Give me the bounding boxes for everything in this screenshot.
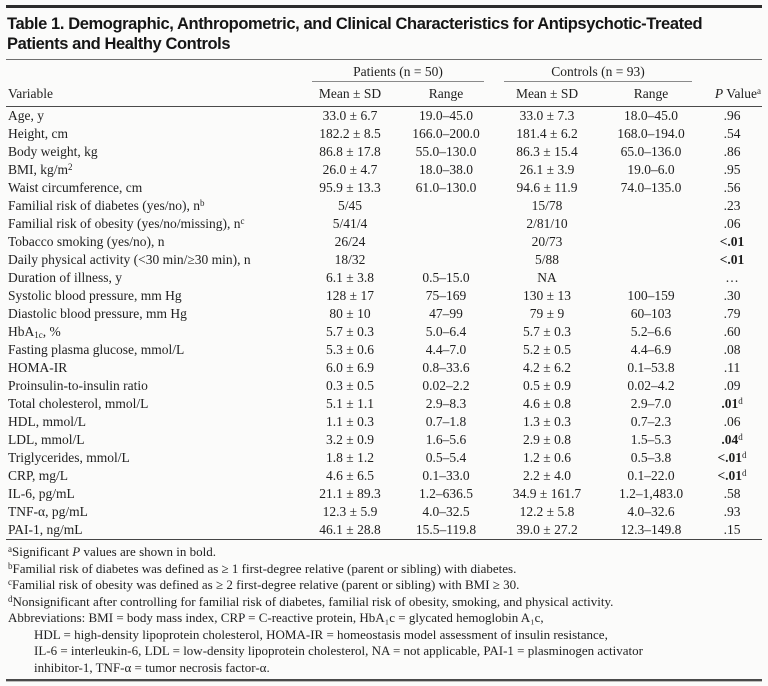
cell-controls-range: 4.0–32.6 xyxy=(627,504,675,519)
cell-controls-range xyxy=(600,269,702,287)
row-variable: Familial risk of diabetes (yes/no), $n^b$ xyxy=(8,198,205,213)
cell-controls-mean: 5/88 xyxy=(535,252,560,267)
cell-controls-range: 2.9–7.0 xyxy=(630,396,672,411)
cell-patients-range: 15.5–119.8 xyxy=(398,521,494,540)
cell-controls-mean: 181.4 ± 6.2 xyxy=(516,126,578,141)
column-header-controls-mean-sd: Mean ± SD xyxy=(494,82,600,107)
row-variable: HbA$_{1c}$, % xyxy=(8,324,61,340)
table-row xyxy=(6,287,762,305)
table-row xyxy=(6,485,762,503)
cell-patients-range: 0.7–1.8 xyxy=(425,414,467,429)
cell-p-value: <.01 xyxy=(719,252,745,267)
cell-patients-range: 4.0–32.5 xyxy=(422,504,470,519)
cell-controls-mean: 5.2 ± 0.5 xyxy=(523,342,571,357)
cell-patients-range: 2.9–8.3 xyxy=(425,396,467,411)
cell-controls-range: 19.0–6.0 xyxy=(627,162,675,177)
table-row xyxy=(6,179,762,197)
cell-controls-mean: 26.1 ± 3.9 xyxy=(519,162,575,177)
abbreviations-line-1: Abbreviations: BMI = body mass index, CRP = C-reactive protein, HbA₁c = glycated hemoglobin A₁c, xyxy=(8,610,544,625)
cell-controls-mean: 12.2 ± 5.8 xyxy=(519,504,575,519)
cell-patients-mean: 128 ± 17 xyxy=(326,288,374,303)
column-header-row xyxy=(6,82,762,107)
cell-patients-range: 18.0–38.0 xyxy=(419,162,473,177)
cell-controls-mean: 1.3 ± 0.3 xyxy=(523,414,571,429)
cell-p-value: <.01$^d$ xyxy=(717,450,747,465)
table-row xyxy=(6,449,762,467)
group-header-spacer xyxy=(702,60,762,82)
table-header xyxy=(6,60,762,107)
cell-patients-range xyxy=(398,251,494,269)
cell-p-value: .58 xyxy=(723,486,741,501)
cell-p-value: .09 xyxy=(723,378,741,393)
cell-patients-range xyxy=(398,233,494,251)
cell-p-value: .79 xyxy=(723,306,741,321)
cell-patients-mean: 5.1 ± 1.1 xyxy=(326,396,374,411)
cell-controls-mean: 79 ± 9 xyxy=(529,306,565,321)
cell-controls-range: 0.1–53.8 xyxy=(627,360,675,375)
cell-patients-mean: 12.3 ± 5.9 xyxy=(322,504,378,519)
table-row xyxy=(6,197,762,215)
cell-controls-mean: 2/81/10 xyxy=(526,216,568,231)
cell-controls-range: 0.5–3.8 xyxy=(630,450,672,465)
cell-patients-range: 0.5–5.4 xyxy=(425,450,467,465)
cell-patients-mean: 6.0 ± 6.9 xyxy=(326,360,374,375)
cell-patients-mean: 95.9 ± 13.3 xyxy=(319,180,381,195)
row-variable: Height, cm xyxy=(8,126,68,141)
footnote-a: $^a$Significant P values are shown in bold. xyxy=(8,544,217,559)
cell-patients-mean: 3.2 ± 0.9 xyxy=(326,432,374,447)
row-variable: Daily physical activity (<30 min/≥30 min), n xyxy=(8,252,251,267)
controls-group-label: Controls (n = 93) xyxy=(551,64,645,79)
cell-controls-range: 0.1–22.0 xyxy=(627,468,675,483)
cell-controls-mean: 86.3 ± 15.4 xyxy=(516,144,578,159)
cell-controls-range: 0.7–2.3 xyxy=(630,414,672,429)
table-row xyxy=(6,305,762,323)
cell-controls-range: 5.2–6.6 xyxy=(630,324,672,339)
cell-p-value: .06 xyxy=(723,216,741,231)
row-variable: Waist circumference, cm xyxy=(8,180,143,195)
cell-controls-range: 1.5–5.3 xyxy=(630,432,672,447)
cell-controls-mean: 2.2 ± 4.0 xyxy=(523,468,571,483)
cell-patients-mean: 5.7 ± 0.3 xyxy=(326,324,374,339)
cell-patients-range: 0.1–33.0 xyxy=(422,468,470,483)
cell-patients-mean: 5.3 ± 0.6 xyxy=(326,342,374,357)
group-header-row xyxy=(6,60,762,82)
column-header-controls-range: Range xyxy=(600,82,702,107)
row-variable: HOMA-IR xyxy=(8,360,68,375)
column-header-patients-range: Range xyxy=(398,82,494,107)
cell-p-value: .08 xyxy=(723,342,741,357)
cell-controls-range xyxy=(600,215,702,233)
cell-patients-mean: 86.8 ± 17.8 xyxy=(319,144,381,159)
cell-patients-mean: 33.0 ± 6.7 xyxy=(322,108,378,123)
column-header-p-value xyxy=(702,82,762,107)
cell-patients-mean: 5/45 xyxy=(337,198,362,213)
cell-patients-range: 47–99 xyxy=(429,306,463,321)
cell-controls-range: 74.0–135.0 xyxy=(620,180,682,195)
cell-controls-mean: 2.9 ± 0.8 xyxy=(523,432,571,447)
cell-patients-mean: 6.1 ± 3.8 xyxy=(326,270,374,285)
cell-patients-mean: 26/24 xyxy=(334,234,366,249)
table-row xyxy=(6,431,762,449)
cell-patients-range: 75–169 xyxy=(425,288,467,303)
cell-controls-mean: 33.0 ± 7.3 xyxy=(519,108,575,123)
table-row xyxy=(6,143,762,161)
footnote-d: $^d$Nonsignificant after controlling for familial risk of diabetes, familial risk of obesity, smoking, and physical activity. xyxy=(8,593,614,609)
table-row xyxy=(6,215,762,233)
table-body xyxy=(6,107,762,540)
abbreviations-line-3: IL-6 = interleukin-6, LDL = low-density lipoprotein cholesterol, NA = not applicable, PAI-1 = plasminogen activator xyxy=(34,643,643,658)
cell-p-value: .93 xyxy=(723,504,741,519)
cell-patients-mean: 26.0 ± 4.7 xyxy=(322,162,378,177)
cell-controls-mean: 1.2 ± 0.6 xyxy=(523,450,571,465)
row-variable: PAI-1, ng/mL xyxy=(6,521,302,540)
row-variable: Triglycerides, mmol/L xyxy=(8,450,130,465)
table-row xyxy=(6,251,762,269)
cell-patients-mean: 1.1 ± 0.3 xyxy=(326,414,374,429)
cell-patients-range: 0.5–15.0 xyxy=(422,270,470,285)
table-row xyxy=(6,341,762,359)
row-variable: Body weight, kg xyxy=(8,144,98,159)
cell-controls-range: 100–159 xyxy=(627,288,675,303)
patients-group-label: Patients (n = 50) xyxy=(353,64,443,79)
table-title: Table 1. Demographic, Anthropometric, and Clinical Characteristics for Antipsychotic-Treated Patients and Healthy Controls xyxy=(7,15,703,53)
row-variable: TNF-α, pg/mL xyxy=(8,504,88,519)
table-row xyxy=(6,233,762,251)
cell-controls-mean: 4.2 ± 6.2 xyxy=(523,360,571,375)
top-rule xyxy=(6,5,762,8)
cell-p-value: .23 xyxy=(723,198,741,213)
cell-p-value: <.01 xyxy=(719,234,745,249)
table-figure xyxy=(0,5,768,682)
cell-controls-range: 65.0–136.0 xyxy=(620,144,682,159)
table-row xyxy=(6,413,762,431)
table-row xyxy=(6,377,762,395)
table-row xyxy=(6,161,762,179)
cell-patients-range: 61.0–130.0 xyxy=(415,180,477,195)
cell-controls-range: 60–103 xyxy=(630,306,672,321)
cell-patients-mean: 5/41/4 xyxy=(332,216,368,231)
row-variable: Systolic blood pressure, mm Hg xyxy=(8,288,182,303)
row-variable: Total cholesterol, mmol/L xyxy=(8,396,149,411)
cell-controls-range: 12.3–149.8 xyxy=(600,521,702,540)
cell-controls-range xyxy=(600,233,702,251)
cell-p-value: <.01$^d$ xyxy=(717,468,747,483)
cell-patients-range xyxy=(398,197,494,215)
row-variable: LDL, mmol/L xyxy=(8,432,85,447)
footnote-b: $^b$Familial risk of diabetes was defined as ≥ 1 first-degree relative (parent or sibling) with diabetes. xyxy=(8,560,517,576)
cell-controls-range xyxy=(600,251,702,269)
cell-controls-range: 4.4–6.9 xyxy=(630,342,672,357)
cell-p-value: .95 xyxy=(723,162,741,177)
table-row xyxy=(6,125,762,143)
abbreviations-line-2: HDL = high-density lipoprotein cholesterol, HOMA-IR = homeostasis model assessment of insulin resistance, xyxy=(34,626,608,642)
abbreviations-line-4: inhibitor-1, TNF-α = tumor necrosis factor-α. xyxy=(34,659,270,675)
cell-patients-mean: 182.2 ± 8.5 xyxy=(319,126,381,141)
row-variable: Proinsulin-to-insulin ratio xyxy=(8,378,148,393)
column-header-variable: Variable xyxy=(6,82,302,107)
table-row xyxy=(6,359,762,377)
group-header-spacer xyxy=(6,60,302,82)
cell-controls-mean: NA xyxy=(537,270,557,285)
cell-patients-range: 4.4–7.0 xyxy=(425,342,467,357)
cell-controls-mean: 94.6 ± 11.9 xyxy=(516,180,578,195)
cell-controls-mean: 130 ± 13 xyxy=(523,288,571,303)
table-row xyxy=(6,107,762,126)
cell-controls-range: 1.2–1,483.0 xyxy=(618,486,684,501)
cell-controls-mean: 0.5 ± 0.9 xyxy=(523,378,571,393)
cell-p-value: .54 xyxy=(723,126,741,141)
cell-controls-range: 0.02–4.2 xyxy=(627,378,675,393)
table-row xyxy=(6,467,762,485)
row-variable: Duration of illness, y xyxy=(8,270,122,285)
row-variable: Age, y xyxy=(8,108,44,123)
row-variable: BMI, $kg/m^2$ xyxy=(8,162,73,177)
p-value-italic-p: P xyxy=(714,86,724,101)
cell-p-value: .30 xyxy=(723,288,741,303)
cell-controls-range xyxy=(600,197,702,215)
table-row xyxy=(6,395,762,413)
cell-patients-mean: 80 ± 10 xyxy=(329,306,371,321)
cell-p-value: .06 xyxy=(723,414,741,429)
cell-controls-mean: 20/73 xyxy=(531,234,563,249)
cell-p-value: .96 xyxy=(723,108,741,123)
cell-patients-range: 1.2–636.5 xyxy=(419,486,473,501)
cell-patients-range: 166.0–200.0 xyxy=(412,126,480,141)
cell-patients-range: 0.02–2.2 xyxy=(422,378,470,393)
cell-patients-range: 1.6–5.6 xyxy=(425,432,467,447)
cell-controls-mean: 15/78 xyxy=(531,198,563,213)
cell-controls-mean: 4.6 ± 0.8 xyxy=(523,396,571,411)
footnotes-block xyxy=(6,544,762,676)
cell-p-value: .15 xyxy=(702,521,762,540)
cell-p-value: … xyxy=(725,270,739,285)
row-variable: HDL, mmol/L xyxy=(8,414,86,429)
row-variable: Familial risk of obesity (yes/no/missing), $n^c$ xyxy=(8,216,245,231)
cell-patients-range: 19.0–45.0 xyxy=(419,108,473,123)
cell-controls-mean: 34.9 ± 161.7 xyxy=(512,486,582,501)
row-variable: IL-6, pg/mL xyxy=(8,486,75,501)
table-row xyxy=(6,323,762,341)
cell-patients-mean: 4.6 ± 6.5 xyxy=(326,468,374,483)
cell-patients-mean: 18/32 xyxy=(334,252,366,267)
cell-p-value: .60 xyxy=(723,324,741,339)
row-variable: Fasting plasma glucose, mmol/L xyxy=(8,342,185,357)
table-row xyxy=(6,503,762,521)
cell-controls-mean: 5.7 ± 0.3 xyxy=(523,324,571,339)
cell-controls-range: 168.0–194.0 xyxy=(617,126,685,141)
cell-p-value: .01$^d$ xyxy=(721,396,743,411)
cell-p-value: .86 xyxy=(723,144,741,159)
p-value-label-rest: Value xyxy=(723,86,758,101)
cell-patients-mean: 1.8 ± 1.2 xyxy=(326,450,374,465)
table-row xyxy=(6,269,762,287)
cell-patients-range: 0.8–33.6 xyxy=(422,360,470,375)
cell-p-value: .56 xyxy=(723,180,741,195)
footnote-c: $^c$Familial risk of obesity was defined as ≥ 2 first-degree relative (parent or sibling) with BMI ≥ 30. xyxy=(8,577,520,592)
cell-controls-range: 18.0–45.0 xyxy=(624,108,679,123)
row-variable: Diastolic blood pressure, mm Hg xyxy=(8,306,187,321)
cell-controls-mean: 39.0 ± 27.2 xyxy=(494,521,600,540)
cell-patients-range: 55.0–130.0 xyxy=(415,144,477,159)
table-row xyxy=(6,521,762,540)
characteristics-table xyxy=(6,60,762,540)
row-variable: Tobacco smoking (yes/no), n xyxy=(8,234,165,249)
cell-patients-mean: 21.1 ± 89.3 xyxy=(319,486,381,501)
cell-patients-range xyxy=(398,215,494,233)
cell-p-value: .04$^d$ xyxy=(721,432,743,447)
column-header-patients-mean-sd: Mean ± SD xyxy=(302,82,398,107)
cell-patients-mean: 46.1 ± 28.8 xyxy=(302,521,398,540)
cell-patients-range: 5.0–6.4 xyxy=(425,324,467,339)
controls-group-header xyxy=(494,60,702,82)
patients-group-header xyxy=(302,60,494,82)
cell-patients-mean: 0.3 ± 0.5 xyxy=(326,378,374,393)
row-variable: CRP, mg/L xyxy=(8,468,69,483)
p-value-footnote-marker: a xyxy=(757,86,762,96)
cell-p-value: .11 xyxy=(723,360,741,375)
